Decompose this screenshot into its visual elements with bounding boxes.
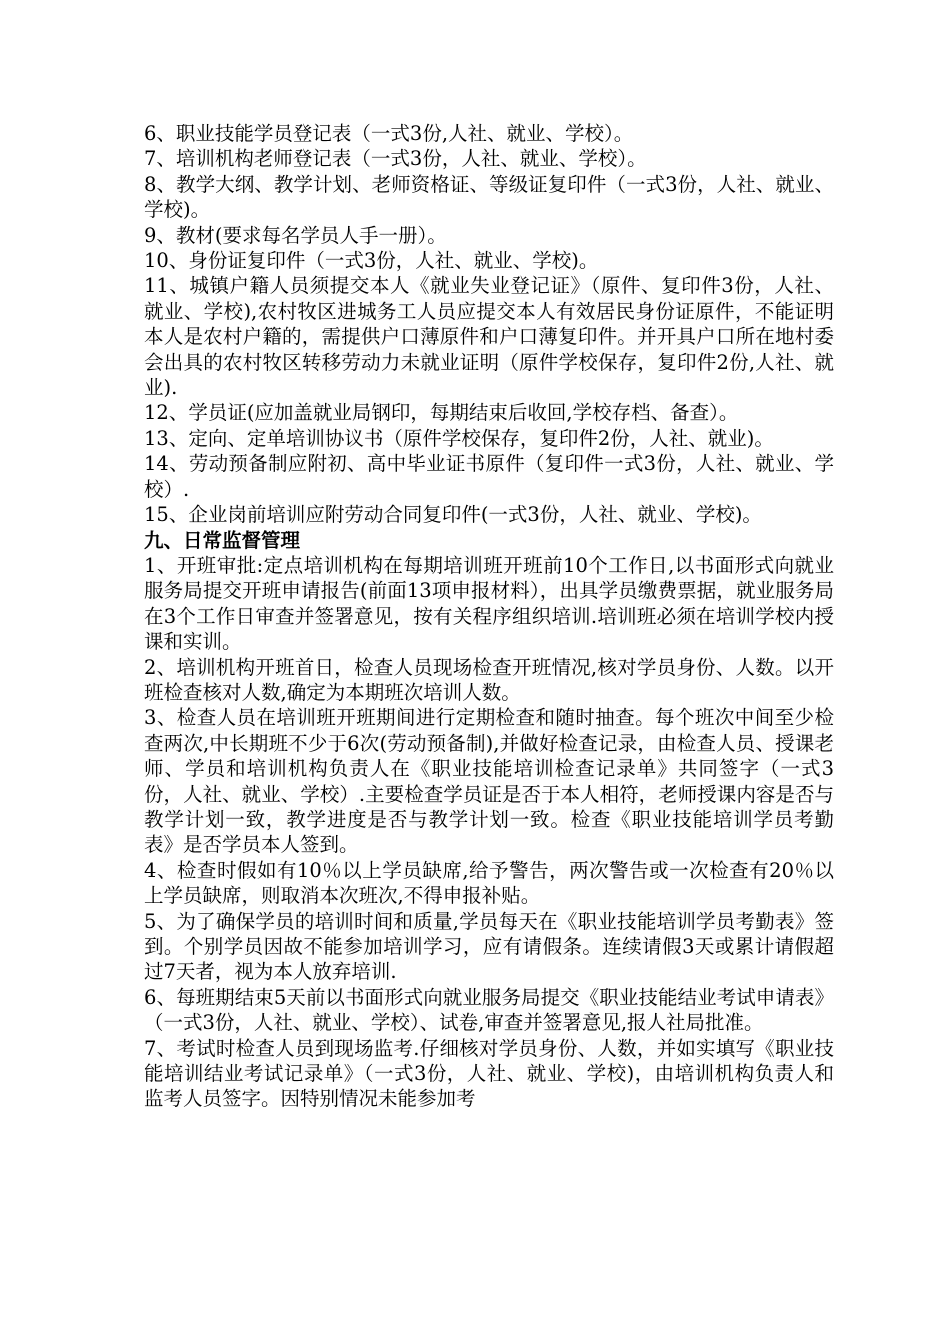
list-item-15: 15、企业岗前培训应附劳动合同复印件(一式3份，人社、就业、学校)。 [144,503,762,527]
supervision-item-3: 3、检查人员在培训班开班期间进行定期检查和随时抽查。每个班次中间至少检查两次,中长期班不少于6次(劳动预备制),并做好检查记录，由检查人员、授课老师、学员和培训机构负责人在《职业技能培训检查记录单》共同签字（一式3份，人社、就业、学校）.主要检查学员证是否于本人相符，老师授课内容是否与教学计划一致，教学进度是否与教学计划一致。检查《职业技能培训学员考勤表》是否学员本人签到。 [144,706,834,857]
supervision-item-7: 7、考试时检查人员到现场监考.仔细核对学员身份、人数，并如实填写《职业技能培训结业考试记录单》（一式3份，人社、就业、学校)，由培训机构负责人和监考人员签字。因特别情况未能参加考 [144,1036,834,1111]
document-page [144,121,834,1112]
list-item-7: 7、培训机构老师登记表（一式3份，人社、就业、学校）。 [144,147,647,171]
list-item-13: 13、定向、定单培训协议书（原件学校保存，复印件2份，人社、就业)。 [144,426,774,450]
supervision-item-1: 1、开班审批:定点培训机构在每期培训班开班前10个工作日,以书面形式向就业服务局提交开班申请报告(前面13项申报材料），出具学员缴费票据，就业服务局在3个工作日审查并签署意见，按有关程序组织培训.培训班必须在培训学校内授课和实训。 [144,553,834,654]
list-item-12: 12、学员证(应加盖就业局钢印，每期结束后收回,学校存档、备查）。 [144,401,739,425]
supervision-item-4: 4、检查时假如有10％以上学员缺席,给予警告，两次警告或一次检查有20％以上学员缺席，则取消本次班次,不得申报补贴。 [144,858,834,908]
supervision-item-2: 2、培训机构开班首日，检查人员现场检查开班情况,核对学员身份、人数。以开班检查核对人数,确定为本期班次培训人数。 [144,655,834,704]
list-item-10: 10、身份证复印件（一式3份，人社、就业、学校)。 [144,249,599,273]
list-item-11: 11、城镇户籍人员须提交本人《就业失业登记证》（原件、复印件3份，人社、就业、学校),农村牧区进城务工人员应提交本人有效居民身份证原件，不能证明本人是农村户籍的，需提供户口薄原件和户口薄复印件。并开具户口所在地村委会出具的农村牧区转移劳动力未就业证明（原件学校保存，复印件2份,人社、就业). [144,274,834,400]
list-item-9: 9、教材(要求每名学员人手一册）。 [144,223,447,247]
list-item-14: 14、劳动预备制应附初、高中毕业证书原件（复印件一式3份，人社、就业、学校）. [144,452,834,501]
section-heading: 九、日常监督管理 [144,528,301,552]
supervision-item-6: 6、每班期结束5天前以书面形式向就业服务局提交《职业技能结业考试申请表》（一式3份，人社、就业、学校）、试卷,审查并签署意见,报人社局批准。 [144,985,834,1035]
list-item-8: 8、教学大纲、教学计划、老师资格证、等级证复印件（一式3份，人社、就业、学校)。 [144,172,834,222]
list-item-6: 6、职业技能学员登记表（一式3份,人社、就业、学校）。 [144,122,634,145]
supervision-item-5: 5、为了确保学员的培训时间和质量,学员每天在《职业技能培训学员考勤表》签到。个别学员因故不能参加培训学习，应有请假条。连续请假3天或累计请假超过7天者，视为本人放弃培训. [144,909,834,984]
